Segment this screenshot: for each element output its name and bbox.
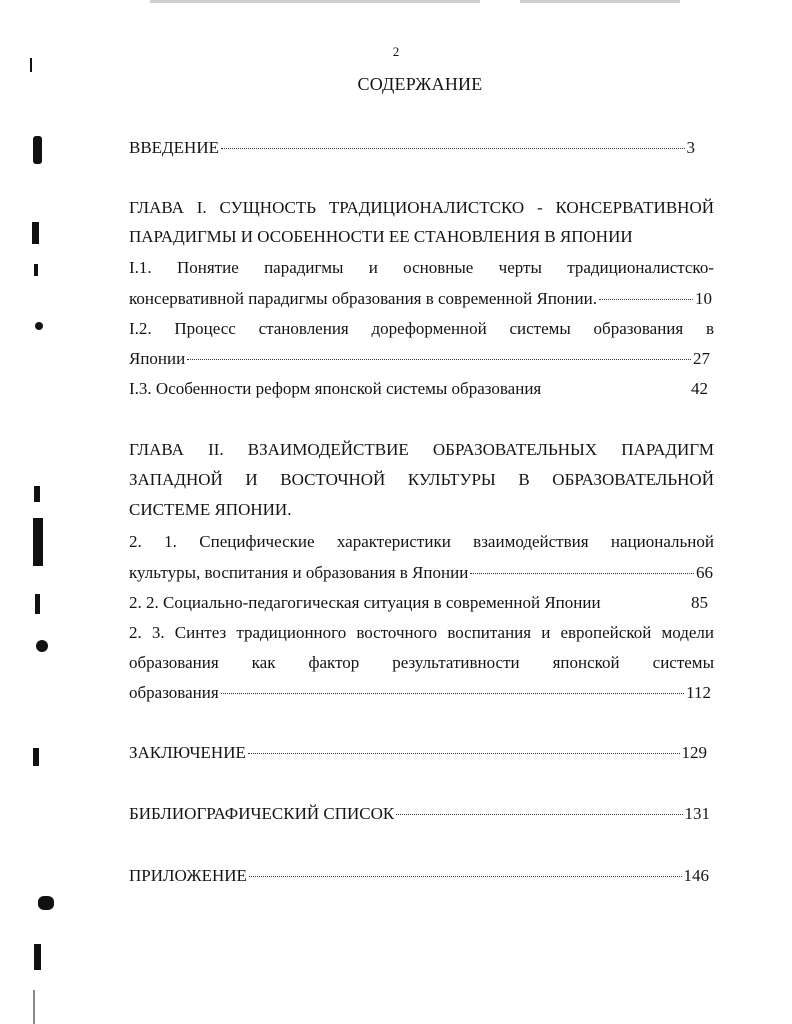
toc-label: 2. 2. Социально-педагогическая ситуация в современной Японии: [129, 593, 601, 612]
toc-entry-conclusion: [129, 741, 707, 765]
scan-mark: [32, 222, 39, 244]
toc-label: консервативной парадигмы образования в современной Японии.: [129, 289, 597, 308]
toc-label: образования: [129, 683, 219, 702]
scan-mark: [34, 944, 41, 970]
toc-entry-2-3-line2: образования как фактор результативности японской системы: [129, 653, 714, 672]
scan-edge-top-right: [520, 0, 680, 3]
scan-mark: [33, 748, 39, 766]
leader-dots: [396, 814, 682, 815]
chapter2-heading-line3: СИСТЕМЕ ЯПОНИИ.: [129, 500, 292, 519]
leader-dots: [470, 573, 694, 574]
page-number: 2: [392, 44, 400, 59]
toc-page: 146: [683, 866, 709, 885]
toc-entry-introduction: [129, 136, 695, 160]
toc-entry-2-1-line1: 2. 1. Специфические характеристики взаимодействия национальной: [129, 532, 714, 551]
scan-mark: [33, 990, 35, 1024]
toc-entry-1-2-line1: I.2. Процесс становления дореформенной системы образования в: [129, 319, 714, 338]
toc-page: 27: [693, 349, 710, 368]
chapter1-heading-line1: ГЛАВА I. СУЩНОСТЬ ТРАДИЦИОНАЛИСТСКО - КОНСЕРВАТИВНОЙ: [129, 198, 714, 217]
toc-label: ПРИЛОЖЕНИЕ: [129, 866, 247, 885]
toc-label: культуры, воспитания и образования в Японии: [129, 563, 469, 582]
leader-dots: [221, 693, 684, 694]
toc-page: 85: [691, 593, 708, 612]
toc-page: 66: [696, 563, 713, 582]
toc-page: 10: [695, 289, 712, 308]
toc-label: ЗАКЛЮЧЕНИЕ: [129, 743, 246, 762]
leader-dots: [248, 753, 680, 754]
toc-entry-1-2-line2: [129, 347, 710, 371]
leader-dots: [221, 148, 685, 149]
toc-entry-bibliography: [129, 802, 710, 826]
toc-entry-2-2: [129, 591, 714, 615]
toc-page: 3: [686, 138, 695, 157]
chapter2-heading-line2: ЗАПАДНОЙ И ВОСТОЧНОЙ КУЛЬТУРЫ В ОБРАЗОВАТЕЛЬНОЙ: [129, 470, 714, 489]
scan-mark: [33, 518, 43, 566]
page-title: СОДЕРЖАНИЕ: [357, 74, 483, 94]
scan-mark: [34, 264, 38, 276]
toc-label: Японии: [129, 349, 186, 368]
chapter1-heading-line2: ПАРАДИГМЫ И ОСОБЕННОСТИ ЕЕ СТАНОВЛЕНИЯ В ЯПОНИИ: [129, 227, 633, 246]
scan-mark: [35, 594, 40, 614]
scan-mark: [38, 896, 54, 910]
toc-entry-appendix: [129, 864, 709, 888]
scan-mark: [36, 640, 48, 652]
toc-page: 112: [686, 683, 711, 702]
toc-label: I.3. Особенности реформ японской системы образования: [129, 379, 542, 398]
toc-page: 131: [684, 804, 710, 823]
toc-entry-1-3: [129, 377, 714, 401]
scan-mark: [30, 58, 32, 72]
toc-label: ВВЕДЕНИЕ: [129, 138, 219, 157]
toc-entry-1-1-line2: [129, 287, 712, 311]
leader-dots: [599, 299, 693, 300]
toc-entry-1-1-line1: I.1. Понятие парадигмы и основные черты традиционалистско-: [129, 258, 714, 277]
toc-entry-2-3-line1: 2. 3. Синтез традиционного восточного воспитания и европейской модели: [129, 623, 714, 642]
leader-dots: [187, 359, 691, 360]
toc-entry-2-1-line2: [129, 561, 713, 585]
scan-mark: [33, 136, 42, 164]
chapter2-heading-line1: ГЛАВА II. ВЗАИМОДЕЙСТВИЕ ОБРАЗОВАТЕЛЬНЫХ ПАРАДИГМ: [129, 440, 714, 459]
toc-entry-2-3-line3: [129, 681, 711, 705]
toc-label: БИБЛИОГРАФИЧЕСКИЙ СПИСОК: [129, 804, 395, 823]
toc-page: 129: [681, 743, 707, 762]
toc-page: 42: [691, 379, 708, 398]
leader-dots: [249, 876, 682, 877]
scan-mark: [35, 322, 43, 330]
scan-edge-top: [150, 0, 480, 3]
scan-mark: [34, 486, 40, 502]
